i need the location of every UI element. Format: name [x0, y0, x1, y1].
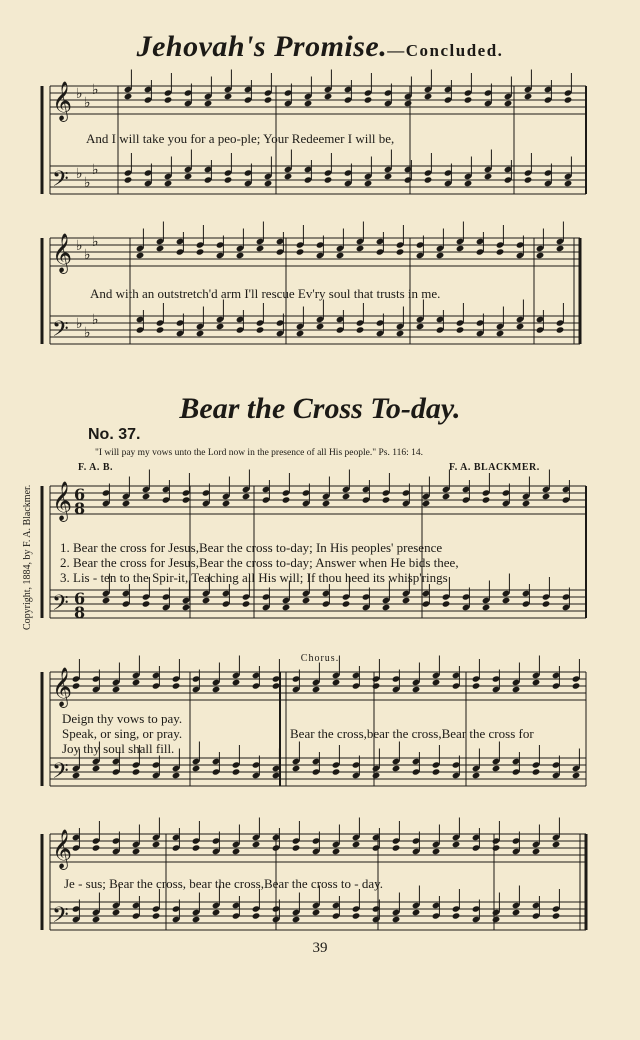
note-head	[304, 100, 313, 107]
note-head	[572, 682, 581, 689]
note-head	[332, 848, 341, 855]
note-head	[292, 844, 301, 851]
note-head	[122, 500, 131, 507]
note-head	[496, 248, 505, 255]
note-head	[124, 176, 133, 183]
bass-clef-icon: 𝄢	[52, 167, 69, 197]
note-head	[264, 180, 273, 187]
note-head	[572, 772, 581, 779]
note-head	[264, 96, 273, 103]
note-head	[556, 326, 565, 333]
note-head	[504, 100, 513, 107]
song2-verse-ending-3: Joy thy soul shall fill.	[62, 741, 175, 756]
note-head	[452, 912, 461, 919]
song2-verse-3: 3. Lis - ten to the Spir-it, Teaching all His will; If thou heed its whisp'rings	[60, 570, 448, 585]
note-head	[402, 597, 411, 604]
note-head	[322, 500, 331, 507]
svg-text:♭: ♭	[84, 175, 91, 191]
note-head	[164, 180, 173, 187]
note-head	[92, 916, 101, 923]
note-head	[456, 326, 465, 333]
note-head	[164, 96, 173, 103]
treble-clef-icon: 𝄞	[52, 829, 73, 869]
song2-words-by: F. A. B.	[78, 462, 114, 473]
note-head	[256, 326, 265, 333]
svg-text:♭: ♭	[76, 316, 83, 332]
note-head	[112, 909, 121, 916]
note-head	[502, 597, 511, 604]
svg-text:6: 6	[74, 485, 86, 504]
note-head	[404, 100, 413, 107]
note-head	[222, 500, 231, 507]
note-head	[282, 496, 291, 503]
note-head	[556, 245, 565, 252]
note-head	[552, 912, 561, 919]
note-head	[442, 493, 451, 500]
note-head	[232, 679, 241, 686]
note-head	[424, 93, 433, 100]
svg-text:♭: ♭	[84, 325, 91, 341]
svg-text:♭: ♭	[76, 238, 83, 254]
note-head	[416, 323, 425, 330]
note-head	[216, 323, 225, 330]
note-head	[524, 176, 533, 183]
note-head	[272, 772, 281, 779]
note-head	[372, 682, 381, 689]
note-head	[532, 848, 541, 855]
bass-clef-icon: 𝄢	[52, 591, 69, 621]
note-head	[202, 597, 211, 604]
note-head	[136, 252, 145, 259]
note-head	[72, 772, 81, 779]
note-head	[182, 496, 191, 503]
note-head	[292, 916, 301, 923]
note-head	[532, 679, 541, 686]
note-head	[292, 765, 301, 772]
note-head	[142, 493, 151, 500]
note-head	[156, 326, 165, 333]
note-head	[172, 772, 181, 779]
song2-chorus-line2: Je - sus; Bear the cross, bear the cross,Bear the cross to - day.	[64, 876, 384, 891]
note-head	[512, 686, 521, 693]
note-head	[524, 93, 533, 100]
note-head	[72, 682, 81, 689]
note-head	[92, 844, 101, 851]
note-head	[482, 604, 491, 611]
note-head	[552, 841, 561, 848]
note-head	[382, 604, 391, 611]
note-head	[392, 916, 401, 923]
note-head	[224, 176, 233, 183]
song2-music-by: F. A. BLACKMER.	[449, 462, 540, 473]
svg-text:♭: ♭	[92, 234, 99, 250]
note-head	[384, 173, 393, 180]
svg-text:♭: ♭	[84, 95, 91, 111]
note-head	[452, 841, 461, 848]
song2-verse-1: 1. Bear the cross for Jesus,Bear the cross to-day; In His peoples' presence	[60, 540, 443, 555]
note-head	[252, 841, 261, 848]
note-head	[532, 768, 541, 775]
note-head	[464, 96, 473, 103]
note-head	[212, 686, 221, 693]
note-head	[184, 173, 193, 180]
song2-epigraph: "I will pay my vows unto the Lord now in the presence of all His people." Ps. 116: 14.	[95, 448, 423, 458]
note-head	[92, 765, 101, 772]
treble-clef-icon: 𝄞	[52, 81, 73, 121]
note-head	[302, 597, 311, 604]
note-head	[512, 909, 521, 916]
song1-continued: —Concluded.	[387, 41, 504, 60]
note-head	[112, 686, 121, 693]
song2-verse-2: 2. Bear the cross for Jesus,Bear the cross to-day; Answer when He bids thee,	[60, 555, 459, 570]
song2-verse-ending-1: Deign thy vows to pay.	[62, 711, 183, 726]
note-head	[396, 330, 405, 337]
note-head	[542, 493, 551, 500]
note-head	[272, 682, 281, 689]
note-heads	[72, 70, 581, 924]
song2-title: Bear the Cross To-day.	[179, 392, 461, 425]
note-head	[464, 180, 473, 187]
note-head	[432, 848, 441, 855]
song2-chorus-line1: Bear the cross,bear the cross,Bear the cross for	[290, 726, 534, 741]
note-head	[392, 765, 401, 772]
note-head	[316, 323, 325, 330]
note-head	[482, 496, 491, 503]
note-head	[282, 604, 291, 611]
note-head	[156, 245, 165, 252]
note-head	[396, 248, 405, 255]
note-head	[312, 686, 321, 693]
note-head	[124, 93, 133, 100]
treble-clef-icon: 𝄞	[52, 667, 73, 707]
note-head	[542, 600, 551, 607]
note-head	[284, 173, 293, 180]
note-head	[196, 248, 205, 255]
note-head	[182, 604, 191, 611]
note-head	[492, 916, 501, 923]
note-head	[422, 500, 431, 507]
note-head	[204, 100, 213, 107]
note-head	[342, 493, 351, 500]
song2-number: No. 37.	[88, 426, 141, 443]
treble-clef-icon: 𝄞	[52, 233, 73, 273]
note-head	[172, 682, 181, 689]
note-head	[296, 330, 305, 337]
note-head	[492, 765, 501, 772]
chorus-label: Chorus.	[300, 653, 340, 664]
note-head	[412, 686, 421, 693]
note-head	[102, 597, 111, 604]
note-head	[336, 252, 345, 259]
note-head	[296, 248, 305, 255]
note-head	[392, 844, 401, 851]
note-head	[432, 768, 441, 775]
note-head	[372, 772, 381, 779]
treble-clef-icon: 𝄞	[52, 481, 73, 521]
staff-system-1	[42, 86, 586, 344]
note-head	[152, 841, 161, 848]
note-head	[252, 912, 261, 919]
svg-text:♭: ♭	[76, 166, 83, 182]
svg-text:♭: ♭	[92, 82, 99, 98]
note-head	[132, 768, 141, 775]
note-head	[442, 600, 451, 607]
svg-text:♭: ♭	[76, 86, 83, 102]
note-head	[456, 245, 465, 252]
svg-text:♭: ♭	[92, 162, 99, 178]
note-head	[522, 500, 531, 507]
note-head	[424, 176, 433, 183]
note-head	[324, 176, 333, 183]
note-head	[196, 330, 205, 337]
copyright-notice: Copyright, 1884, by F. A. Blackmer.	[22, 484, 33, 630]
note-head	[142, 600, 151, 607]
note-head	[484, 173, 493, 180]
note-head	[212, 909, 221, 916]
note-head	[472, 772, 481, 779]
note-head	[132, 679, 141, 686]
note-head	[352, 841, 361, 848]
note-head	[192, 844, 201, 851]
svg-text:♭: ♭	[92, 312, 99, 328]
bass-clef-icon: 𝄢	[52, 759, 69, 789]
song1-lyric-line2: And with an outstretch'd arm I'll rescue Ev'ry soul that trusts in me.	[90, 286, 441, 301]
song2-verse-ending-2: Speak, or sing, or pray.	[62, 726, 183, 741]
note-head	[564, 96, 573, 103]
note-head	[332, 679, 341, 686]
note-head	[224, 93, 233, 100]
note-head	[472, 682, 481, 689]
note-head	[564, 180, 573, 187]
note-head	[132, 848, 141, 855]
song1-lyric-line1: And I will take you for a peo-ple; Your Redeemer I will be,	[86, 131, 395, 146]
bass-clef-icon: 𝄢	[52, 903, 69, 933]
page-number: 39	[312, 940, 328, 956]
note-head	[192, 916, 201, 923]
note-head	[192, 765, 201, 772]
svg-text:8: 8	[74, 499, 86, 518]
note-head	[342, 600, 351, 607]
note-head	[364, 180, 373, 187]
note-head	[412, 909, 421, 916]
note-head	[536, 252, 545, 259]
note-head	[242, 493, 251, 500]
note-head	[436, 252, 445, 259]
note-head	[324, 93, 333, 100]
note-head	[312, 909, 321, 916]
note-head	[256, 245, 265, 252]
note-head	[236, 252, 245, 259]
note-head	[432, 679, 441, 686]
note-head	[356, 326, 365, 333]
note-head	[152, 912, 161, 919]
note-head	[364, 96, 373, 103]
note-head	[232, 848, 241, 855]
bass-clef-icon: 𝄢	[52, 317, 69, 347]
song1-title: Jehovah's Promise.	[136, 30, 388, 63]
svg-text:6: 6	[74, 589, 86, 608]
note-head	[242, 600, 251, 607]
note-head	[382, 496, 391, 503]
note-head	[496, 330, 505, 337]
note-head	[356, 245, 365, 252]
svg-text:♭: ♭	[84, 247, 91, 263]
note-head	[516, 323, 525, 330]
note-head	[232, 768, 241, 775]
note-head	[492, 844, 501, 851]
svg-text:8: 8	[74, 603, 86, 622]
note-head	[332, 768, 341, 775]
note-head	[352, 912, 361, 919]
